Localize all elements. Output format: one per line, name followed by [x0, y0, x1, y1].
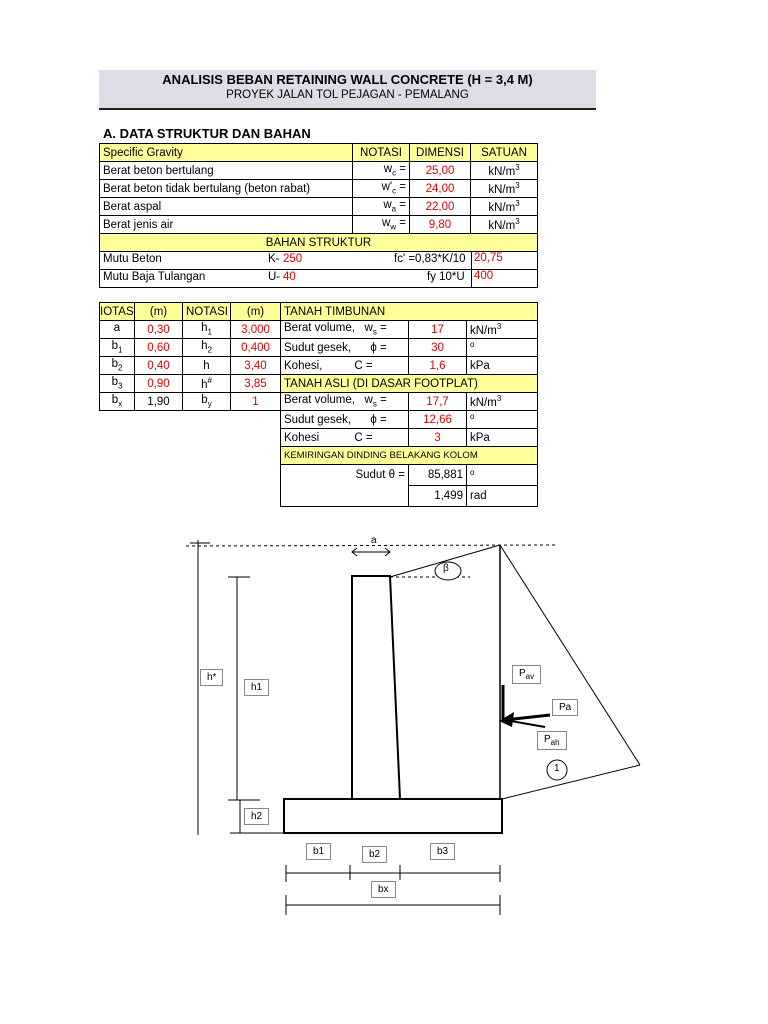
soil-param-value: 1,6	[409, 357, 467, 375]
row-value: 9,80	[410, 216, 471, 234]
row-unit: $kN/m^3$	[471, 162, 538, 180]
label-b3: b3	[430, 843, 455, 860]
table-row	[100, 357, 538, 375]
row-label: Berat beton tidak bertulang (beton rabat)	[100, 180, 353, 198]
table-row	[100, 180, 538, 198]
dimension-value: 1	[231, 393, 281, 411]
row-notasi: $w_w$ =	[353, 216, 410, 234]
row-notasi: $w_a$ =	[353, 198, 410, 216]
soil-param-value: 17,7	[409, 393, 467, 411]
table-row	[100, 375, 538, 393]
document-subtitle: PROYEK JALAN TOL PEJAGAN - PEMALANG	[226, 89, 469, 101]
notasi-cell: $h_1$	[183, 321, 231, 339]
table-row	[100, 411, 538, 429]
dimension-value: 3,000	[231, 321, 281, 339]
row-notasi: $w_c$ =	[353, 162, 410, 180]
dimension-value: 0,30	[135, 321, 183, 339]
col-header-m-right: (m)	[231, 303, 281, 321]
soil-param-unit: kPa	[467, 357, 538, 375]
mutu-baja-u-value: 40	[283, 271, 296, 283]
mutu-beton-k-value: 250	[283, 253, 303, 265]
soil-param-label: Kohesi, C =	[281, 357, 409, 375]
soil-param-unit: o	[467, 411, 538, 429]
dimension-value: 0,60	[135, 339, 183, 357]
mutu-beton-k: K-	[268, 253, 280, 265]
table-row	[100, 198, 538, 216]
label-one: 1	[554, 763, 560, 774]
label-a: a	[371, 535, 377, 546]
notasi-cell: $b_x$	[100, 393, 135, 411]
soil-param-value: 30	[409, 339, 467, 357]
label-beta: β	[443, 563, 449, 574]
row-notasi: $w'_c$ =	[353, 180, 410, 198]
table-row	[100, 162, 538, 180]
label-h-star: h*	[200, 669, 223, 686]
dimension-value: 3,85	[231, 375, 281, 393]
mutu-beton-row	[100, 252, 538, 270]
soil-param-label: Berat volume, $w_s$ =	[281, 321, 409, 339]
row-unit: $kN/m^3$	[471, 198, 538, 216]
sudut-rad-value: 1,499	[409, 486, 467, 507]
row-unit: $kN/m^3$	[471, 216, 538, 234]
table-row	[100, 216, 538, 234]
dimension-value: 0,90	[135, 375, 183, 393]
bahan-struktur-header: BAHAN STRUKTUR	[100, 234, 538, 252]
row-value: 24,00	[410, 180, 471, 198]
table-row	[100, 339, 538, 357]
tanah-timbunan-header: TANAH TIMBUNAN	[281, 303, 538, 321]
dimension-value: 3,40	[231, 357, 281, 375]
tanah-asli-header: TANAH ASLI (DI DASAR FOOTPLAT)	[281, 375, 538, 393]
row-value: 22,00	[410, 198, 471, 216]
col-header-notasi-left: IOTAS	[100, 303, 135, 321]
dimension-soil-table	[99, 302, 538, 507]
soil-param-value: 17	[409, 321, 467, 339]
wall-footing	[284, 799, 502, 833]
dimension-value: 0,40	[135, 357, 183, 375]
label-bx: bx	[371, 881, 396, 898]
label-pav: $P_{av}$	[512, 665, 541, 684]
mutu-baja-fy-value: 400	[471, 270, 493, 287]
kemiringan-header: KEMIRINGAN DINDING BELAKANG KOLOM	[281, 447, 538, 465]
row-label: Berat beton bertulang	[100, 162, 353, 180]
col-header-m-left: (m)	[135, 303, 183, 321]
soil-param-label: Sudut gesek, ϕ =	[281, 411, 409, 429]
section-a-title: A. DATA STRUKTUR DAN BAHAN	[103, 126, 311, 141]
notasi-cell: $b_2$	[100, 357, 135, 375]
soil-param-unit: o	[467, 339, 538, 357]
sudut-deg-value: 85,881	[409, 465, 467, 486]
mutu-beton-fc: fc' =0,83*K/10	[394, 253, 466, 265]
table-row	[100, 429, 538, 447]
mutu-baja-row	[100, 270, 538, 288]
col-header-specific-gravity: Specific Gravity	[100, 144, 353, 162]
soil-param-value: 12,66	[409, 411, 467, 429]
notasi-cell: $b_1$	[100, 339, 135, 357]
notasi-cell: h#	[183, 375, 231, 393]
soil-param-unit: kPa	[467, 429, 538, 447]
notasi-cell: $b_3$	[100, 375, 135, 393]
material-table-header	[100, 144, 538, 162]
notasi-cell: h	[183, 357, 231, 375]
mutu-beton-fc-value: 20,75	[471, 252, 503, 269]
mutu-baja-u: U-	[268, 271, 281, 283]
sudut-label: Sudut θ =	[281, 465, 409, 486]
row-label: Berat jenis air	[100, 216, 353, 234]
sudut-rad-unit: rad	[467, 486, 538, 507]
soil-param-unit: $kN/m^3$	[467, 321, 538, 339]
mutu-baja-fy: fy 10*U	[427, 271, 465, 283]
label-pa: Pa	[552, 699, 578, 716]
wall-stem	[352, 576, 400, 799]
dimension-value: 0,400	[231, 339, 281, 357]
col-header-dimensi: DIMENSI	[410, 144, 471, 162]
col-header-notasi-right: NOTASI	[183, 303, 231, 321]
document-header	[99, 70, 596, 110]
soil-param-value: 3	[409, 429, 467, 447]
label-h2: h2	[244, 808, 269, 825]
label-h1: h1	[244, 679, 269, 696]
dimension-value: 1,90	[135, 393, 183, 411]
col-header-satuan: SATUAN	[471, 144, 538, 162]
notasi-cell: $h_2$	[183, 339, 231, 357]
row-label: Berat aspal	[100, 198, 353, 216]
retaining-wall-diagram	[0, 525, 768, 925]
col-header-notasi: NOTASI	[353, 144, 410, 162]
table-row	[100, 393, 538, 411]
material-table	[99, 143, 538, 288]
label-b2: b2	[362, 846, 387, 863]
table-row	[100, 321, 538, 339]
row-unit: $kN/m^3$	[471, 180, 538, 198]
mutu-baja-label: Mutu Baja Tulangan	[103, 271, 206, 283]
notasi-cell: a	[100, 321, 135, 339]
document-title: ANALISIS BEBAN RETAINING WALL CONCRETE (H = 3,4 M)	[162, 72, 533, 87]
label-pah: $P_{ah}$	[537, 731, 567, 750]
wedge-slope-line	[500, 545, 640, 765]
soil-param-label: Kohesi C =	[281, 429, 409, 447]
label-b1: b1	[306, 843, 331, 860]
sudut-deg-unit: o	[467, 465, 538, 486]
soil-param-label: Sudut gesek, ϕ =	[281, 339, 409, 357]
mutu-beton-label: Mutu Beton	[103, 253, 162, 265]
row-value: 25,00	[410, 162, 471, 180]
wedge-base-line	[502, 765, 640, 799]
soil-param-unit: $kN/m^3$	[467, 393, 538, 411]
notasi-cell: $b_y$	[183, 393, 231, 411]
soil-param-label: Berat volume, $w_s$ =	[281, 393, 409, 411]
